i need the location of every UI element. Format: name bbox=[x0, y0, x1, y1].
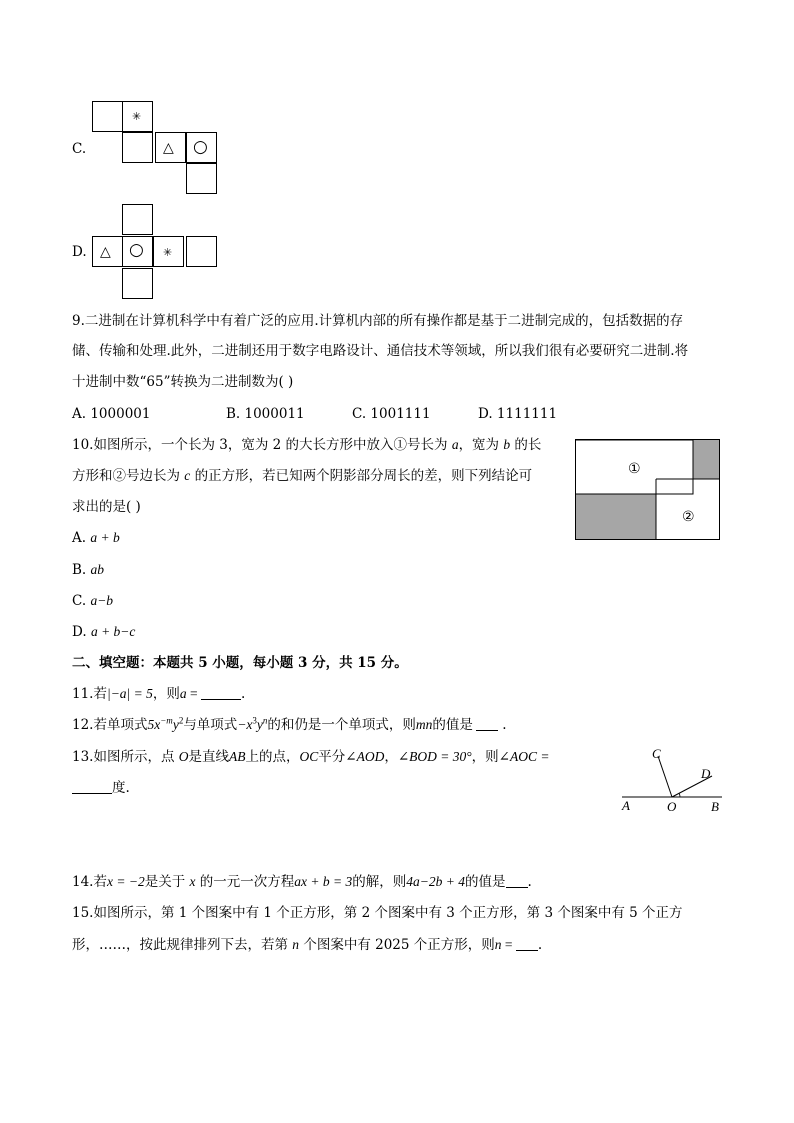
question-15-line-1: 15.如图所示，第 1 个图案中有 1 个正方形，第 2 个图案中有 3 个正方形，第 3 个图案中有 5 个正方 bbox=[72, 905, 683, 921]
figure-label-1: ① bbox=[628, 461, 641, 477]
angle-arc bbox=[679, 793, 680, 797]
q9-option-d[interactable]: D. 1111111 bbox=[478, 406, 558, 422]
q9-option-c[interactable]: C. 1001111 bbox=[352, 406, 431, 422]
label-d: D bbox=[701, 766, 711, 781]
question-13-line-1: 13.如图所示，点 O是直线AB上的点，OC平分∠AOD，∠BOD = 30°，则∠AOC = bbox=[72, 749, 550, 765]
q10-line-3: 求出的是( ) bbox=[72, 499, 141, 515]
net-d-cell-6 bbox=[122, 268, 153, 299]
q10-line-1: 10.如图所示，一个长为 3，宽为 2 的大长方形中放入①号长为 a，宽为 b 的长 bbox=[72, 437, 542, 453]
q10-option-a[interactable]: A. a + b bbox=[72, 530, 120, 546]
answer-blank[interactable] bbox=[516, 936, 538, 951]
q9-option-b[interactable]: B. 1000011 bbox=[226, 406, 305, 422]
shaded-region-top-right bbox=[693, 440, 719, 479]
q9-option-a[interactable]: A. 1000001 bbox=[72, 406, 151, 422]
net-d-cell-5 bbox=[186, 236, 217, 267]
label-a: A bbox=[622, 798, 630, 813]
q10-figure bbox=[575, 439, 721, 541]
option-c-label[interactable]: C. bbox=[72, 141, 87, 157]
label-b: B bbox=[711, 799, 719, 814]
answer-blank[interactable] bbox=[72, 779, 112, 794]
net-c-cell-3 bbox=[122, 132, 153, 163]
option-d-label[interactable]: D. bbox=[72, 244, 87, 260]
net-c-cell-6 bbox=[186, 163, 217, 194]
question-14: 14.若x = −2是关于 x 的一元一次方程ax + b = 3的解，则4a−2b + 4的值是 . bbox=[72, 874, 532, 890]
answer-blank[interactable] bbox=[476, 716, 498, 731]
q9-line-3: 十进制中数“65”转换为二进制数为( ) bbox=[72, 374, 294, 390]
circle-icon: ○ bbox=[129, 240, 144, 260]
label-o: O bbox=[667, 799, 677, 814]
circle-icon: ○ bbox=[193, 137, 208, 157]
star-icon: ✳ bbox=[163, 246, 173, 259]
question-13-line-2: 度. bbox=[72, 778, 130, 798]
net-c-cell-1 bbox=[92, 101, 123, 132]
q10-option-c[interactable]: C. a−b bbox=[72, 593, 114, 609]
triangle-icon: △ bbox=[163, 140, 174, 156]
net-d-cell-1 bbox=[122, 204, 153, 235]
figure-label-2: ② bbox=[682, 509, 695, 525]
q10-line-2: 方形和②号边长为 c 的正方形，若已知两个阴影部分周长的差，则下列结论可 bbox=[72, 468, 533, 484]
triangle-icon: △ bbox=[100, 244, 111, 260]
q9-line-1: 9.二进制在计算机科学中有着广泛的应用.计算机内部的所有操作都是基于二进制完成的，包括数据的存 bbox=[72, 313, 684, 329]
label-c: C bbox=[652, 746, 661, 761]
answer-blank[interactable] bbox=[201, 685, 241, 700]
q9-line-2: 储、传输和处理.此外，二进制还用于数字电路设计、通信技术等领域，所以我们很有必要研究二进制.将 bbox=[72, 343, 689, 359]
question-12: 12.若单项式$5x^{-m}y^2$与单项式$-x^3y^n$的和仍是一个单项式，则mn的值是 . bbox=[72, 715, 507, 733]
section-2-heading: 二、填空题：本题共 5 小题，每小题 3 分，共 15 分。 bbox=[72, 655, 408, 671]
question-15-line-2: 形，……，按此规律排列下去，若第 n 个图案中有 2025 个正方形，则n = . bbox=[72, 937, 543, 953]
answer-blank[interactable] bbox=[506, 873, 528, 888]
q10-option-b[interactable]: B. ab bbox=[72, 562, 105, 578]
star-icon: ✳ bbox=[132, 110, 142, 123]
q10-option-d[interactable]: D. a + b−c bbox=[72, 624, 136, 640]
shaded-region-bottom-left bbox=[576, 494, 656, 539]
question-11: 11.若|−a| = 5，则a = . bbox=[72, 686, 246, 702]
